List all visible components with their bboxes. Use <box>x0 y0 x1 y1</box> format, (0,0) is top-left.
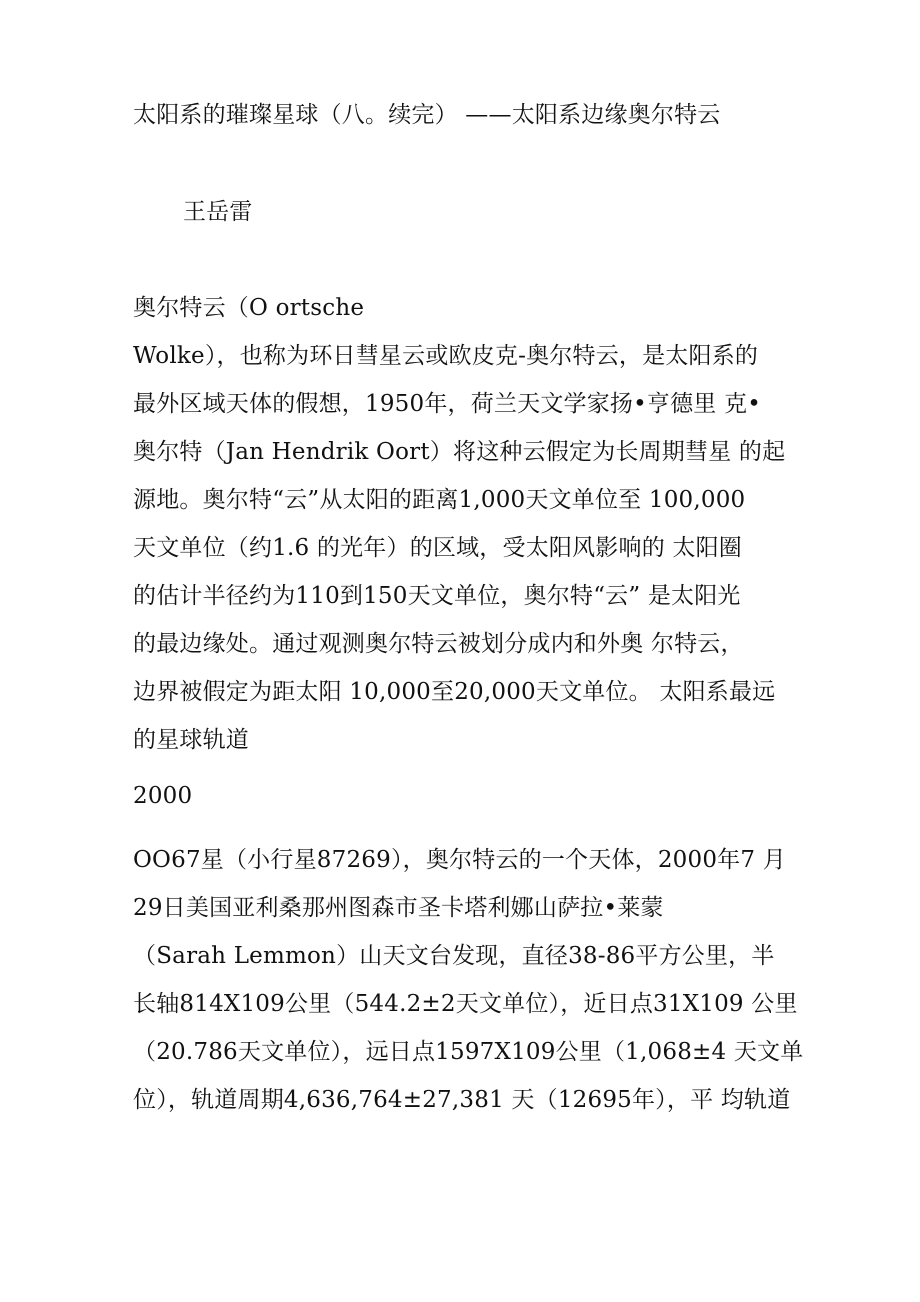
body-line: 源地。奥尔特“云”从太阳的距离1,000天文单位至 100,000 <box>133 487 746 513</box>
document-title: 太阳系的璀璨星球（八。续完） ——太阳系边缘奥尔特云 <box>133 102 721 128</box>
author-name: 王岳雷 <box>183 199 253 225</box>
body-line: 奥尔特云（O ortsche <box>133 295 365 321</box>
body-line: 的估计半径约为110到150天文单位，奥尔特“云” 是太阳光 <box>133 583 741 609</box>
body-line: 2000 <box>133 783 193 809</box>
body-line: OO67星（小行星87269），奥尔特云的一个天体，2000年7 月 <box>133 847 786 873</box>
body-line: 最外区域天体的假想，1950年，荷兰天文学家扬•亨德里 克• <box>133 391 761 417</box>
body-line: Wolke），也称为环日彗星云或欧皮克-奥尔特云，是太阳系的 <box>133 343 759 369</box>
body-line: 位），轨道周期4,636,764±27,381 天（12695年），平 均轨道 <box>133 1087 791 1113</box>
body-line: 的星球轨道 <box>133 727 249 753</box>
body-line: 的最边缘处。通过观测奥尔特云被划分成内和外奥 尔特云， <box>133 631 744 657</box>
body-line: 长轴814X109公里（544.2±2天文单位），近日点31X109 公里 <box>133 991 798 1017</box>
body-line: 边界被假定为距太阳 10,000至20,000天文单位。 太阳系最远 <box>133 679 776 705</box>
body-line: 29日美国亚利桑那州图森市圣卡塔利娜山萨拉•莱蒙 <box>133 895 664 921</box>
body-line: 天文单位（约1.6 的光年）的区域，受太阳风影响的 太阳圈 <box>133 535 742 561</box>
body-line: （Sarah Lemmon）山天文台发现，直径38-86平方公里，半 <box>133 943 775 969</box>
body-line: （20.786天文单位），远日点1597X109公里（1,068±4 天文单 <box>133 1039 804 1065</box>
body-line: 奥尔特（Jan Hendrik Oort）将这种云假定为长周期彗星 的起 <box>133 439 786 465</box>
